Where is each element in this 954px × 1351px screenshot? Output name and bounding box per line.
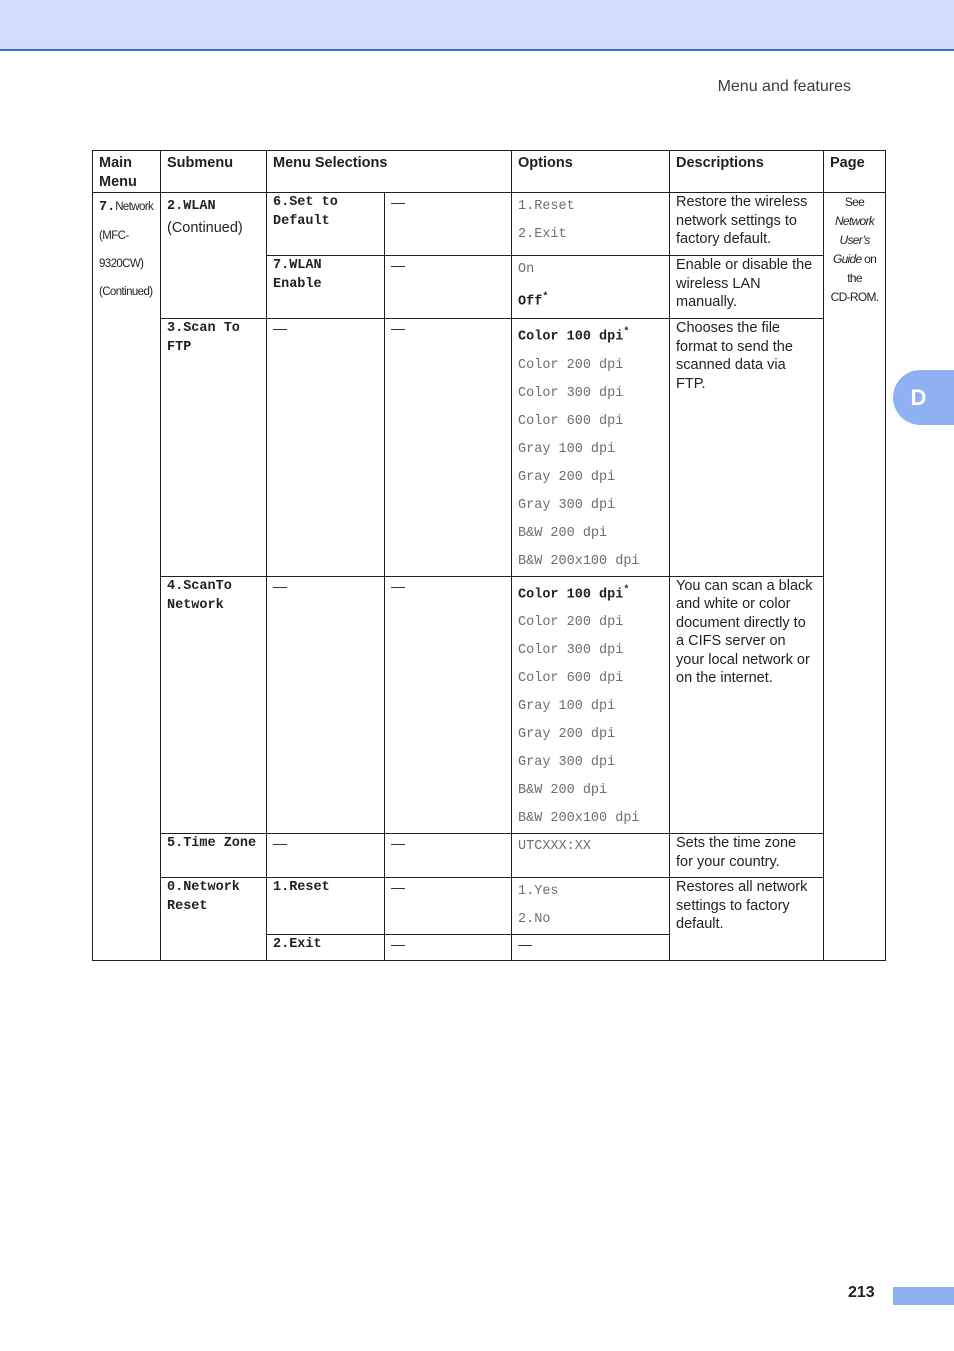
chapter-tab[interactable]: D [893,370,954,425]
dash: — [385,878,512,935]
option-item: Color 200 dpi [518,357,624,373]
header-submenu: Submenu [161,151,267,193]
option-item: Color 600 dpi [518,413,624,429]
option-item: 1.Yes [518,884,559,899]
option-item: B&W 200 dpi [518,525,608,541]
description-network-reset: Restores all network settings to factory default. [670,878,824,961]
dash: — [385,834,512,878]
default-marker: * [542,292,549,303]
option-item: B&W 200x100 dpi [518,553,640,569]
main-menu-continued: (Continued) [99,286,153,298]
option-item: Gray 200 dpi [518,469,616,485]
option-default: Off* [518,292,549,310]
description-time-zone: Sets the time zone for your country. [670,834,824,878]
dash: — [385,256,512,319]
option-item: 1.Reset [518,199,575,214]
submenu-scan-to-ftp: 3.Scan To FTP [161,319,267,577]
option-item: Gray 200 dpi [518,727,616,742]
options-scan-to-ftp [512,319,670,577]
dash: — [385,935,512,961]
description-scan-to-ftp: Chooses the file format to send the scanned data via FTP. [670,319,824,577]
main-menu-cell [93,193,161,961]
submenu-time-zone: 5.Time Zone [161,834,267,878]
header-menu-selections: Menu Selections [267,151,512,193]
option-default: Color 100 dpi* [518,327,630,345]
header-descriptions: Descriptions [670,151,824,193]
default-marker: * [623,327,630,338]
description-set-to-default: Restore the wireless network settings to factory default. [670,193,824,256]
option-item: Gray 300 dpi [518,497,616,513]
menu-table [92,150,886,961]
option-item: 2.Exit [518,227,567,242]
page-number-bar [893,1287,954,1305]
selection-network-exit: 2.Exit [267,935,385,961]
option-item: On [518,262,535,277]
dash: — [512,935,670,961]
page-ref-see: See [844,195,865,209]
option-item: Color 300 dpi [518,643,624,658]
page-ref-cdrom: CD-ROM. [830,290,879,304]
table-header-row [93,151,886,193]
page-ref-the: the [847,271,862,285]
table-row [93,834,886,878]
option-item: Gray 100 dpi [518,699,616,714]
header-main-menu: Main Menu [93,151,161,193]
option-item: Color 600 dpi [518,671,624,686]
page-ref-guide: Network User’s Guide [832,214,875,266]
option-default: Color 100 dpi* [518,584,630,602]
dash: — [267,834,385,878]
submenu-wlan: 2.WLAN [167,199,216,214]
option-item: 2.No [518,912,551,927]
dash: — [267,576,385,834]
page-ref-on: on [864,252,877,266]
selection-network-reset: 1.Reset [267,878,385,935]
option-item: B&W 200x100 dpi [518,811,640,826]
options-set-to-default [512,193,670,256]
dash: — [385,319,512,577]
dash: — [385,193,512,256]
selection-set-to-default: 6.Set to Default [267,193,385,256]
main-menu-name: Network [115,201,154,213]
option-item: Gray 300 dpi [518,755,616,770]
submenu-scan-to-network: 4.ScanTo Network [161,576,267,834]
top-header-bar [0,0,954,51]
header-page: Page [824,151,886,193]
header-options: Options [512,151,670,193]
page-number: 213 [848,1284,875,1301]
table-row [93,878,886,935]
description-scan-to-network: You can scan a black and white or color document directly to a CIFS server on your local network or on the internet. [670,576,824,834]
selection-wlan-enable: 7.WLAN Enable [267,256,385,319]
option-time-zone: UTCXXX:XX [512,834,670,878]
dash: — [267,319,385,577]
table-row [93,193,886,256]
main-menu-model: (MFC-9320CW) [99,230,144,270]
option-item: Color 300 dpi [518,385,624,401]
description-wlan-enable: Enable or disable the wireless LAN manually. [670,256,824,319]
submenu-wlan-continued: (Continued) [167,220,243,236]
running-title: Menu and features [717,78,851,95]
option-item: Color 200 dpi [518,615,624,630]
table-row [93,576,886,834]
page-reference-cell [824,193,886,961]
options-scan-to-network [512,576,670,834]
main-menu-code: 7. [99,200,116,215]
dash: — [385,576,512,834]
submenu-network-reset: 0.Network Reset [161,878,267,961]
submenu-wlan-cell [161,193,267,319]
table-row [93,319,886,577]
options-network-reset [512,878,670,935]
option-item: Gray 100 dpi [518,441,616,457]
default-marker: * [623,584,630,596]
option-item: B&W 200 dpi [518,783,608,798]
options-wlan-enable [512,256,670,319]
